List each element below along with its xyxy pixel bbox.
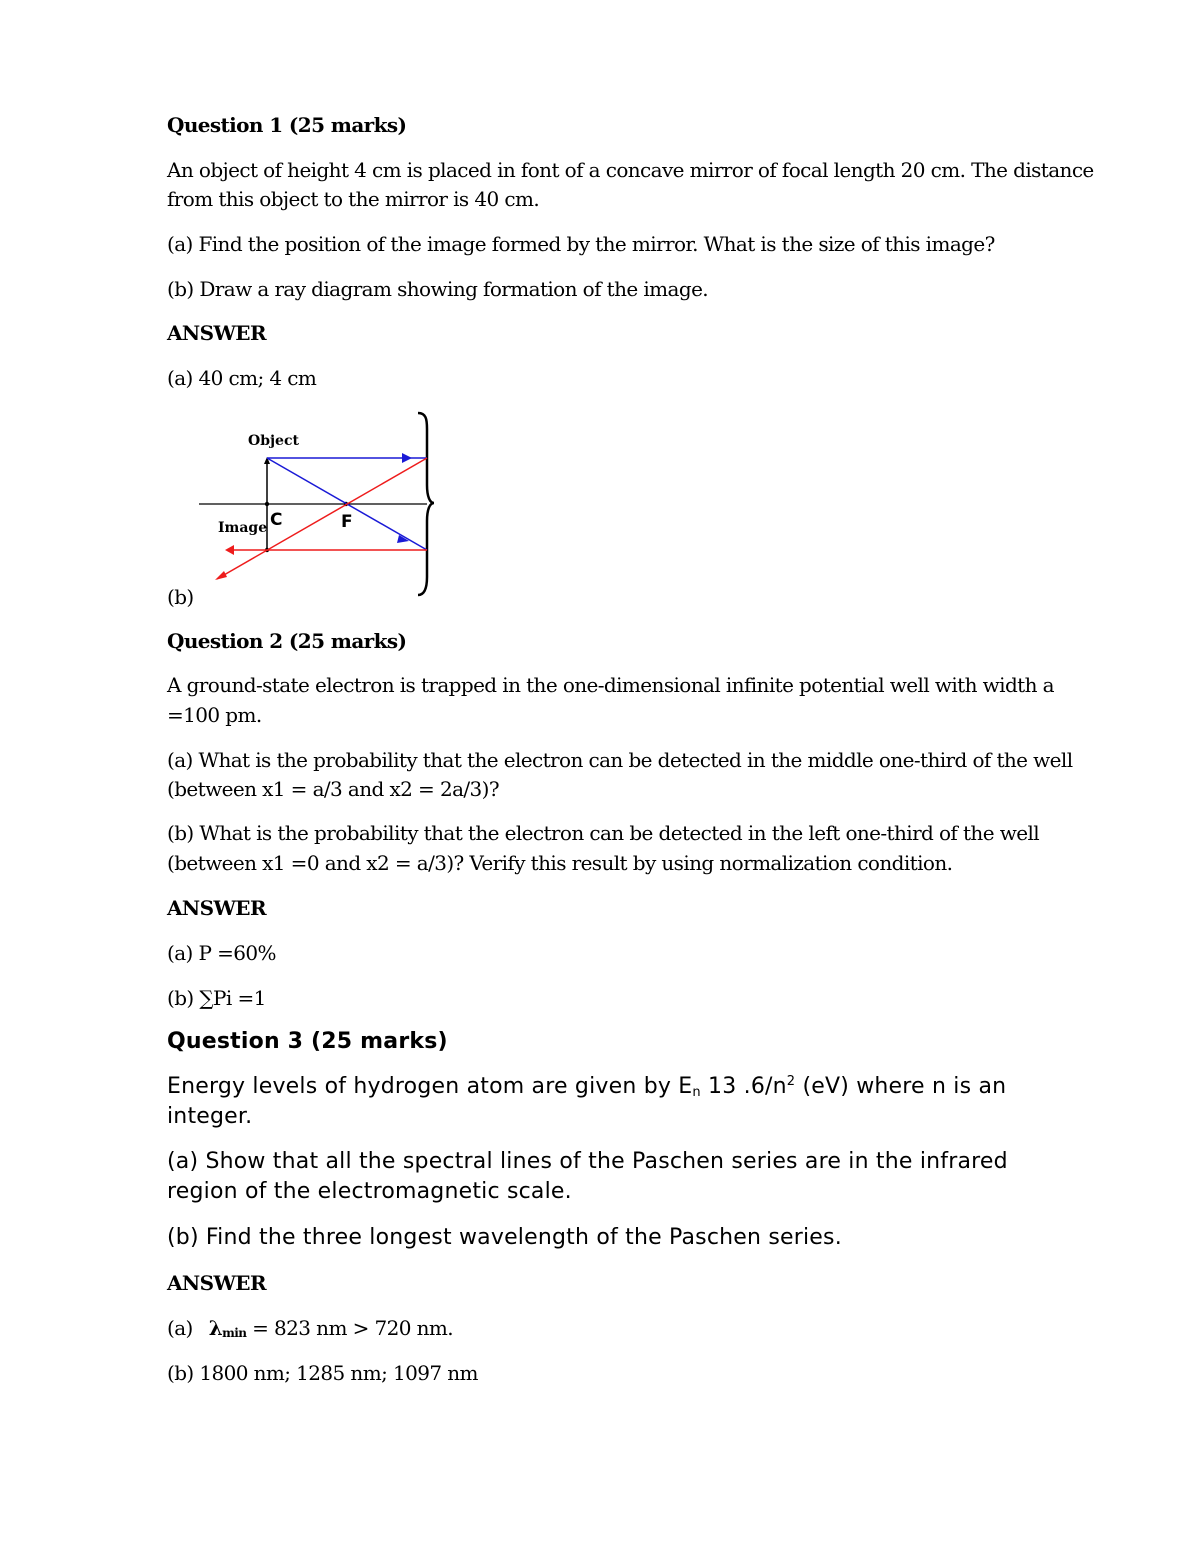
question-1-answer-b-label: (b) [167,585,194,609]
c-label: C [270,510,283,530]
reflected-ray-through-focus [217,458,427,579]
question-3-text-line-1: Energy levels of hydrogen atom are given by En 13 $.6/n^2$ (eV) where n is an [167,1074,1007,1100]
question-2-answer-heading: ANSWER [167,896,266,920]
question-3-part-a-line-1: (a) Show that all the spectral lines of the Paschen series are in the infrared [167,1149,1008,1174]
question-1-heading: Question 1 (25 marks) [167,113,407,137]
question-3-text-line-2: integer. [167,1104,253,1129]
question-2-text-line-2: =100 pm. [167,703,262,727]
question-2-part-a-line-1: (a) What is the probability that the electron can be detected in the middle one-third of the well [167,748,1073,772]
question-2-text-line-1: A ground-state electron is trapped in the one-dimensional infinite potential well with width a [167,673,1054,697]
question-2-heading: Question 2 (25 marks) [167,629,407,653]
question-1-answer-a: (a) 40 cm; 4 cm [167,366,317,390]
ray-diagram [190,405,440,600]
question-1-part-b: (b) Draw a ray diagram showing formation of the image. [167,277,709,301]
question-3-heading: Question 3 (25 marks) [167,1029,448,1054]
question-2-answer-a: (a) P =60% [167,941,276,965]
object-label: Object [248,433,299,449]
reflected-ray-parallel-arrowhead [225,545,234,555]
f-label: F [341,512,353,532]
question-2-part-b-line-1: (b) What is the probability that the electron can be detected in the left one-third of the well [167,821,1040,845]
question-3-answer-a: (a) λmin = 823 nm > 720 nm. [167,1316,454,1340]
question-3-answer-heading: ANSWER [167,1271,266,1295]
reflected-ray-through-focus-arrowhead [215,571,227,580]
question-2-part-a-line-2: (between x1 = a/3 and x2 = 2a/3)? [167,777,500,801]
question-3-part-b: (b) Find the three longest wavelength of the Paschen series. [167,1225,842,1250]
image-label: Image [218,520,268,536]
question-3-part-a-line-2: region of the electromagnetic scale. [167,1179,572,1204]
question-3-answer-b: (b) 1800 nm; 1285 nm; 1097 nm [167,1361,478,1385]
question-1-text-line-1: An object of height 4 cm is placed in font of a concave mirror of focal length 20 cm. The distance [167,158,1094,182]
question-2-answer-b: (b) ∑Pi =1 [167,986,266,1010]
question-1-text-line-2: from this object to the mirror is 40 cm. [167,187,540,211]
incident-ray-parallel-arrowhead [402,453,412,463]
point-c [265,502,269,506]
question-1-part-a: (a) Find the position of the image formed by the mirror. What is the size of this image? [167,232,995,256]
question-2-part-b-line-2: (between x1 =0 and x2 = a/3)? Verify this result by using normalization condition. [167,851,953,875]
question-1-answer-heading: ANSWER [167,321,266,345]
